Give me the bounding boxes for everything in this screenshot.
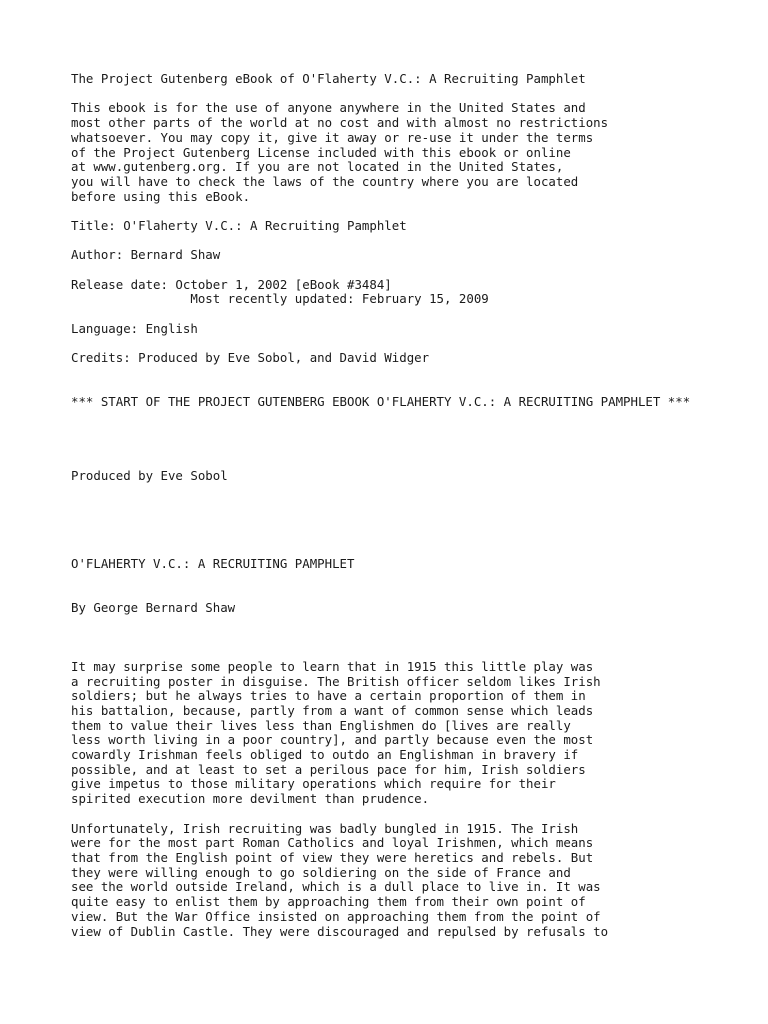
license-line: most other parts of the world at no cost and with almost no restrictions — [71, 115, 609, 131]
license-line: at www.gutenberg.org. If you are not located in the United States, — [71, 159, 564, 175]
paragraph-line: possible, and at least to set a perilous pace for him, Irish soldiers — [71, 761, 586, 777]
paragraph-line: give impetus to those military operations which require for their — [71, 776, 556, 792]
paragraph-line: soldiers; but he always tries to have a certain proportion of them in — [71, 688, 586, 704]
book-byline: By George Bernard Shaw — [71, 600, 236, 616]
license-line: before using this eBook. — [71, 188, 251, 204]
license-line: This ebook is for the use of anyone anywhere in the United States and — [71, 100, 586, 116]
license-line: whatsoever. You may copy it, give it away or re-use it under the terms — [71, 129, 594, 145]
paragraph-line: see the world outside Ireland, which is a dull place to live in. It was — [71, 879, 601, 895]
document-page — [71, 72, 751, 939]
book-heading: O'FLAHERTY V.C.: A RECRUITING PAMPHLET — [71, 556, 355, 572]
paragraph-line: were for the most part Roman Catholics and loyal Irishmen, which means — [71, 835, 594, 851]
paragraph-line: Unfortunately, Irish recruiting was badly bungled in 1915. The Irish — [71, 820, 579, 836]
metadata-title: Title: O'Flaherty V.C.: A Recruiting Pamphlet — [71, 218, 407, 233]
paragraph-line: spirited execution more devilment than prudence. — [71, 791, 430, 807]
metadata-language: Language: English — [71, 320, 198, 336]
license-line: of the Project Gutenberg License included with this ebook or online — [71, 144, 571, 160]
paragraph-line: a recruiting poster in disguise. The British officer seldom likes Irish — [71, 673, 601, 689]
paragraph-line: less worth living in a poor country], and partly because even the most — [71, 732, 594, 748]
paragraph-line: cowardly Irishman feels obliged to outdo an Englishman in bravery if — [71, 747, 579, 763]
ebook-title-line: The Project Gutenberg eBook of O'Flaherty V.C.: A Recruiting Pamphlet — [71, 71, 586, 86]
paragraph — [71, 822, 751, 940]
paragraph-line: quite easy to enlist them by approaching them from their own point of — [71, 894, 586, 910]
paragraph-line: them to value their lives less than Englishmen do [lives are really — [71, 717, 571, 733]
paragraph — [71, 660, 751, 807]
paragraph-line: that from the English point of view they were heretics and rebels. But — [71, 849, 594, 865]
paragraph-line: view of Dublin Castle. They were discouraged and repulsed by refusals to — [71, 923, 609, 939]
metadata-credits: Credits: Produced by Eve Sobol, and David Widger — [71, 350, 430, 366]
start-marker: *** START OF THE PROJECT GUTENBERG EBOOK O'FLAHERTY V.C.: A RECRUITING PAMPHLET *** — [71, 394, 691, 410]
metadata-updated-date: Most recently updated: February 15, 2009 — [71, 291, 489, 307]
license-line: you will have to check the laws of the country where you are located — [71, 173, 579, 189]
paragraph-line: his battalion, because, partly from a want of common sense which leads — [71, 702, 594, 718]
metadata-release-date: Release date: October 1, 2002 [eBook #3484] — [71, 276, 392, 292]
paragraph-line: view. But the War Office insisted on approaching them from the point of — [71, 908, 601, 924]
producer-line: Produced by Eve Sobol — [71, 467, 228, 483]
metadata-author: Author: Bernard Shaw — [71, 247, 221, 263]
paragraph-line: It may surprise some people to learn that in 1915 this little play was — [71, 658, 594, 674]
license-notice — [71, 101, 751, 204]
paragraph-line: they were willing enough to go soldiering on the side of France and — [71, 864, 571, 880]
